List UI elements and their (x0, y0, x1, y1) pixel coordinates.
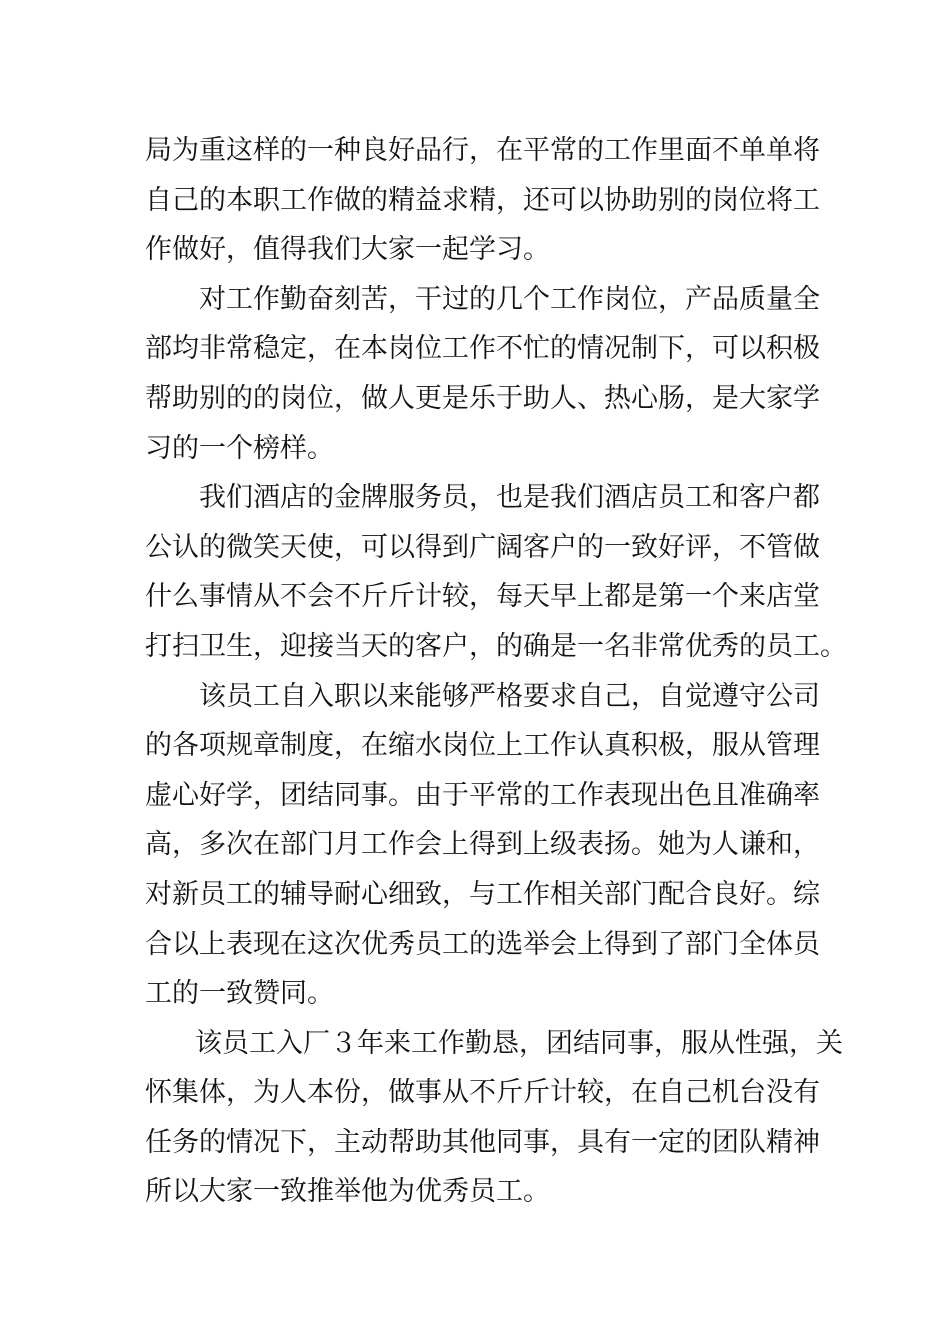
paragraph-5-line-2: 怀集体，为人本份，做事从不斤斤计较，在自己机台没有 (145, 1077, 820, 1109)
paragraph-4-line-4: 高，多次在部门月工作会上得到上级表扬。她为人谦和， (145, 829, 820, 861)
paragraph-1-line-3: 作做好，值得我们大家一起学习。 (145, 234, 550, 266)
paragraph-2-line-4: 习的一个榜样。 (145, 432, 334, 464)
paragraph-1-line-2: 自己的本职工作做的精益求精，还可以协助别的岗位将工 (145, 184, 820, 216)
paragraph-2-line-3: 帮助别的的岗位，做人更是乐于助人、热心肠，是大家学 (145, 382, 820, 414)
paragraph-4-line-2: 的各项规章制度，在缩水岗位上工作认真积极，服从管理 (145, 730, 820, 762)
paragraph-3-line-1: 我们酒店的金牌服务员，也是我们酒店员工和客户都 (199, 482, 820, 514)
paragraph-4-line-7: 工的一致赞同。 (145, 978, 334, 1010)
paragraph-5-line-1: 该员工入厂３年来工作勤恳，团结同事，服从性强，关 (195, 1027, 843, 1059)
paragraph-2-line-1: 对工作勤奋刻苦，干过的几个工作岗位，产品质量全 (199, 283, 820, 315)
paragraph-5-line-4: 所以大家一致推举他为优秀员工。 (145, 1176, 550, 1208)
paragraph-1-line-1: 局为重这样的一种良好品行，在平常的工作里面不单单将 (145, 135, 820, 166)
paragraph-3-line-2: 公认的微笑天使，可以得到广阔客户的一致好评，不管做 (145, 531, 820, 563)
paragraph-4-line-5: 对新员工的辅导耐心细致，与工作相关部门配合良好。综 (145, 878, 820, 910)
paragraph-4-line-1: 该员工自入职以来能够严格要求自己，自觉遵守公司 (199, 680, 820, 712)
paragraph-4-line-6: 合以上表现在这次优秀员工的选举会上得到了部门全体员 (145, 928, 820, 960)
document-body (145, 126, 847, 1217)
paragraph-2-line-2: 部均非常稳定，在本岗位工作不忙的情况制下，可以积极 (145, 333, 820, 365)
paragraph-3-line-4: 打扫卫生，迎接当天的客户，的确是一名非常优秀的员工。 (145, 630, 847, 662)
paragraph-5-line-3: 任务的情况下，主动帮助其他同事，具有一定的团队精神 (145, 1126, 820, 1158)
paragraph-4-line-3: 虚心好学，团结同事。由于平常的工作表现出色且准确率 (145, 779, 820, 811)
paragraph-3-line-3: 什么事情从不会不斤斤计较，每天早上都是第一个来店堂 (145, 581, 820, 613)
